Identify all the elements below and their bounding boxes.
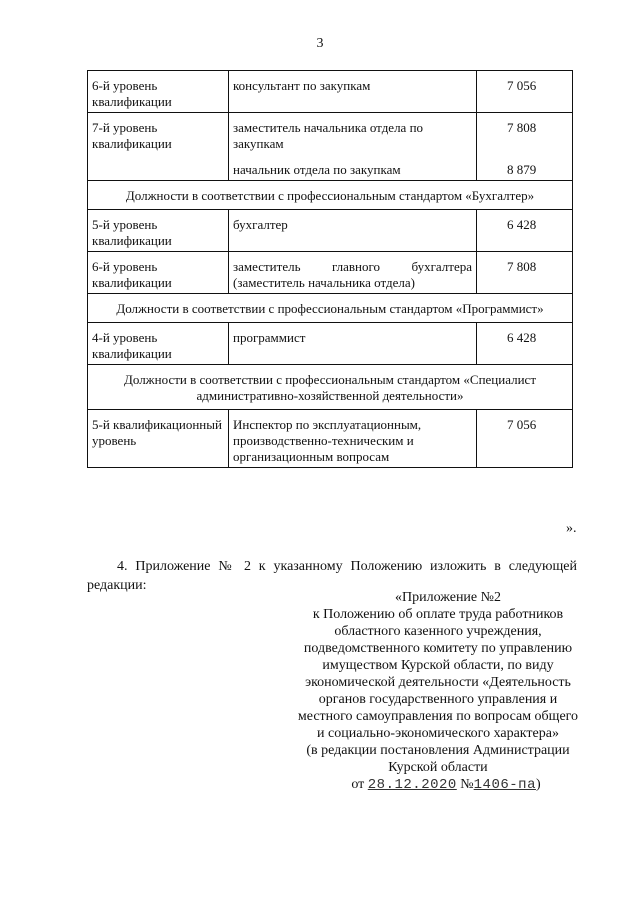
page-number: 3	[316, 36, 324, 51]
paragraph-line: 4. Приложение № 2 к указанному Положению изложить в следующей	[117, 559, 577, 574]
section-header-line: Должности в соответствии с профессиональным стандартом «Специалист	[124, 372, 536, 387]
section-header-line: административно-хозяйственной деятельности»	[196, 388, 464, 403]
appendix-title: «Приложение №2	[395, 590, 501, 605]
salary-value: 7 056	[507, 417, 537, 432]
table-row	[88, 322, 572, 364]
section-header-accountant: Должности в соответствии с профессиональным стандартом «Бухгалтер»	[88, 180, 572, 209]
position-cell	[229, 252, 477, 293]
table-row	[88, 251, 572, 293]
qualification-level: 5-й квалификационный уровень	[88, 410, 229, 467]
table-row	[88, 71, 572, 112]
section-header-admin-specialist	[88, 364, 572, 409]
salary-value: 6 428	[507, 330, 537, 345]
handwritten-date: 28.12.2020	[367, 777, 457, 793]
date-suffix: )	[535, 777, 541, 792]
table-row	[88, 409, 572, 467]
position-name: Инспектор по эксплуатационным, производственно-техническим и организационным вопросам	[229, 410, 477, 467]
position-name: (заместитель начальника отдела)	[233, 275, 415, 290]
qualification-level: 4-й уровень квалификации	[88, 323, 229, 364]
position-name: заместитель главного бухгалтера	[233, 259, 472, 274]
salary-value: 7 808	[507, 120, 537, 135]
qualification-level: 6-й уровень квалификации	[88, 71, 229, 112]
position-name: консультант по закупкам	[229, 71, 477, 112]
position-name: начальник отдела по закупкам	[233, 162, 401, 177]
salary-cell	[477, 113, 572, 180]
number-sign: №	[460, 777, 474, 792]
closing-quote: ».	[566, 521, 577, 536]
appendix-date-line	[312, 776, 580, 794]
position-cell	[229, 113, 477, 180]
handwritten-number: 1406-па	[473, 777, 536, 793]
qualification-level: 6-й уровень квалификации	[88, 252, 229, 293]
appendix-edition: (в редакции постановления Администрации Курской области	[306, 743, 570, 775]
position-name: программист	[229, 323, 477, 364]
qualification-level: 5-й уровень квалификации	[88, 210, 229, 251]
date-prefix: от	[351, 777, 365, 792]
section-header-programmer: Должности в соответствии с профессиональным стандартом «Программист»	[88, 293, 572, 322]
salary-value: 7 056	[507, 78, 537, 93]
salary-value: 8 879	[507, 162, 537, 177]
paragraph-line: редакции:	[87, 578, 147, 593]
table-row	[88, 112, 572, 180]
appendix-header	[296, 589, 580, 794]
qualification-level: 7-й уровень квалификации	[88, 113, 229, 180]
appendix-body: к Положению об оплате труда работников областного казенного учреждения, подведомственного комитету по управлению имуществом Курской области, по виду экономической деятельности «Деятельность органов государственного управления и местного самоуправления по вопросам общего и социально-экономического характера»	[297, 607, 579, 741]
salary-value: 6 428	[507, 217, 537, 232]
salary-value: 7 808	[507, 259, 537, 274]
position-name: бухгалтер	[229, 210, 477, 251]
position-name: заместитель начальника отдела по закупкам	[233, 120, 424, 151]
table-row	[88, 209, 572, 251]
salary-table	[87, 70, 573, 468]
